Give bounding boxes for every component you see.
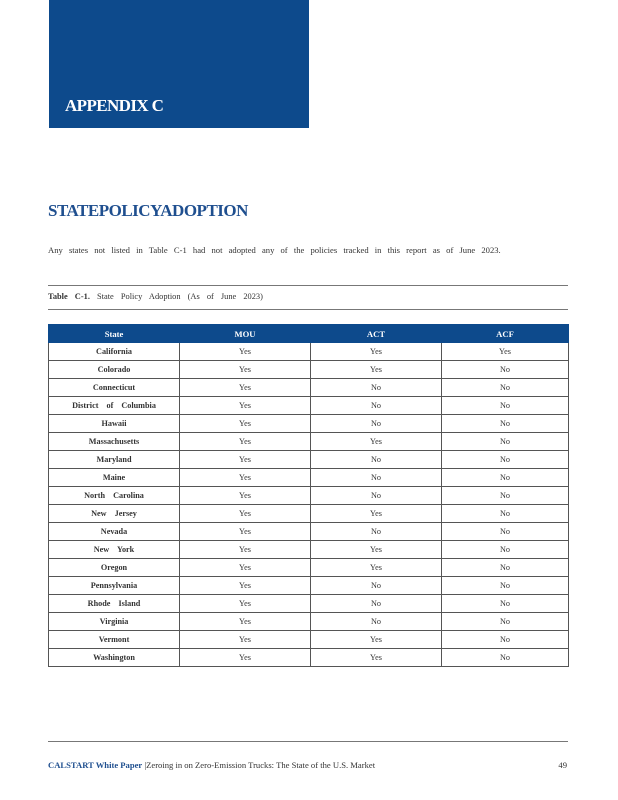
cell-acf: No bbox=[442, 469, 569, 487]
cell-state: Massachusetts bbox=[49, 433, 180, 451]
intro-paragraph: Any states not listed in Table C-1 had not adopted any of the policies tracked in this report as of June 2023. bbox=[48, 245, 501, 255]
cell-acf: No bbox=[442, 559, 569, 577]
cell-acf: No bbox=[442, 361, 569, 379]
page-number: 49 bbox=[558, 760, 567, 770]
cell-acf: No bbox=[442, 649, 569, 667]
cell-acf: No bbox=[442, 595, 569, 613]
cell-acf: No bbox=[442, 433, 569, 451]
cell-acf: No bbox=[442, 631, 569, 649]
cell-act: No bbox=[311, 379, 442, 397]
table-row bbox=[49, 649, 569, 667]
table-row bbox=[49, 541, 569, 559]
cell-state: North Carolina bbox=[49, 487, 180, 505]
cell-act: Yes bbox=[311, 505, 442, 523]
footer-title: |Zeroing in on Zero-Emission Trucks: The State of the U.S. Market bbox=[144, 760, 376, 770]
cell-mou: Yes bbox=[180, 451, 311, 469]
table-row bbox=[49, 397, 569, 415]
cell-acf: No bbox=[442, 577, 569, 595]
cell-mou: Yes bbox=[180, 415, 311, 433]
cell-acf: No bbox=[442, 613, 569, 631]
cell-mou: Yes bbox=[180, 541, 311, 559]
caption-top-rule bbox=[48, 285, 568, 286]
cell-mou: Yes bbox=[180, 631, 311, 649]
cell-mou: Yes bbox=[180, 487, 311, 505]
cell-state: New York bbox=[49, 541, 180, 559]
cell-mou: Yes bbox=[180, 343, 311, 361]
table-caption-text: State Policy Adoption (As of June 2023) bbox=[97, 292, 263, 301]
header-mou: MOU bbox=[180, 325, 311, 343]
section-heading: STATEPOLICYADOPTION bbox=[48, 201, 248, 220]
cell-act: No bbox=[311, 577, 442, 595]
table-body bbox=[49, 343, 569, 667]
cell-state: Maryland bbox=[49, 451, 180, 469]
cell-mou: Yes bbox=[180, 577, 311, 595]
cell-act: No bbox=[311, 595, 442, 613]
table-row bbox=[49, 451, 569, 469]
cell-acf: No bbox=[442, 541, 569, 559]
table-row bbox=[49, 577, 569, 595]
cell-mou: Yes bbox=[180, 379, 311, 397]
cell-state: Maine bbox=[49, 469, 180, 487]
cell-act: No bbox=[311, 613, 442, 631]
cell-acf: No bbox=[442, 487, 569, 505]
cell-act: No bbox=[311, 415, 442, 433]
table-caption-label: Table C-1. bbox=[48, 292, 90, 301]
cell-act: No bbox=[311, 397, 442, 415]
cell-state: Oregon bbox=[49, 559, 180, 577]
cell-mou: Yes bbox=[180, 595, 311, 613]
cell-state: Virginia bbox=[49, 613, 180, 631]
table-row bbox=[49, 631, 569, 649]
cell-acf: No bbox=[442, 415, 569, 433]
table-header-row bbox=[49, 325, 569, 343]
state-policy-table bbox=[48, 324, 569, 667]
cell-state: Washington bbox=[49, 649, 180, 667]
cell-mou: Yes bbox=[180, 361, 311, 379]
appendix-title: APPENDIX C bbox=[65, 96, 164, 115]
cell-state: California bbox=[49, 343, 180, 361]
cell-mou: Yes bbox=[180, 523, 311, 541]
cell-state: Colorado bbox=[49, 361, 180, 379]
appendix-banner bbox=[49, 0, 309, 128]
table-row bbox=[49, 361, 569, 379]
footer-brand: CALSTART White Paper bbox=[48, 760, 143, 770]
table-row bbox=[49, 487, 569, 505]
cell-act: No bbox=[311, 487, 442, 505]
table-row bbox=[49, 379, 569, 397]
cell-act: Yes bbox=[311, 541, 442, 559]
cell-act: Yes bbox=[311, 343, 442, 361]
cell-mou: Yes bbox=[180, 649, 311, 667]
footer bbox=[48, 760, 375, 770]
cell-mou: Yes bbox=[180, 559, 311, 577]
header-acf: ACF bbox=[442, 325, 569, 343]
cell-act: Yes bbox=[311, 361, 442, 379]
header-act: ACT bbox=[311, 325, 442, 343]
cell-state: Pennsylvania bbox=[49, 577, 180, 595]
cell-act: Yes bbox=[311, 631, 442, 649]
table-caption bbox=[48, 292, 263, 301]
table-row bbox=[49, 595, 569, 613]
footer-rule bbox=[48, 741, 568, 742]
table-row bbox=[49, 415, 569, 433]
cell-acf: No bbox=[442, 505, 569, 523]
cell-act: Yes bbox=[311, 649, 442, 667]
cell-acf: No bbox=[442, 379, 569, 397]
caption-bottom-rule bbox=[48, 309, 568, 310]
table-row bbox=[49, 343, 569, 361]
cell-state: Nevada bbox=[49, 523, 180, 541]
header-state: State bbox=[49, 325, 180, 343]
cell-acf: No bbox=[442, 451, 569, 469]
cell-state: Connecticut bbox=[49, 379, 180, 397]
cell-acf: Yes bbox=[442, 343, 569, 361]
table-row bbox=[49, 505, 569, 523]
cell-acf: No bbox=[442, 523, 569, 541]
cell-state: Hawaii bbox=[49, 415, 180, 433]
cell-mou: Yes bbox=[180, 613, 311, 631]
cell-act: Yes bbox=[311, 433, 442, 451]
cell-acf: No bbox=[442, 397, 569, 415]
cell-mou: Yes bbox=[180, 397, 311, 415]
cell-act: No bbox=[311, 451, 442, 469]
cell-state: District of Columbia bbox=[49, 397, 180, 415]
table-row bbox=[49, 559, 569, 577]
cell-mou: Yes bbox=[180, 433, 311, 451]
cell-act: Yes bbox=[311, 559, 442, 577]
table-row bbox=[49, 433, 569, 451]
cell-act: No bbox=[311, 523, 442, 541]
table-row bbox=[49, 469, 569, 487]
cell-state: Vermont bbox=[49, 631, 180, 649]
table-row bbox=[49, 613, 569, 631]
cell-state: Rhode Island bbox=[49, 595, 180, 613]
cell-mou: Yes bbox=[180, 505, 311, 523]
table-row bbox=[49, 523, 569, 541]
cell-mou: Yes bbox=[180, 469, 311, 487]
cell-act: No bbox=[311, 469, 442, 487]
cell-state: New Jersey bbox=[49, 505, 180, 523]
